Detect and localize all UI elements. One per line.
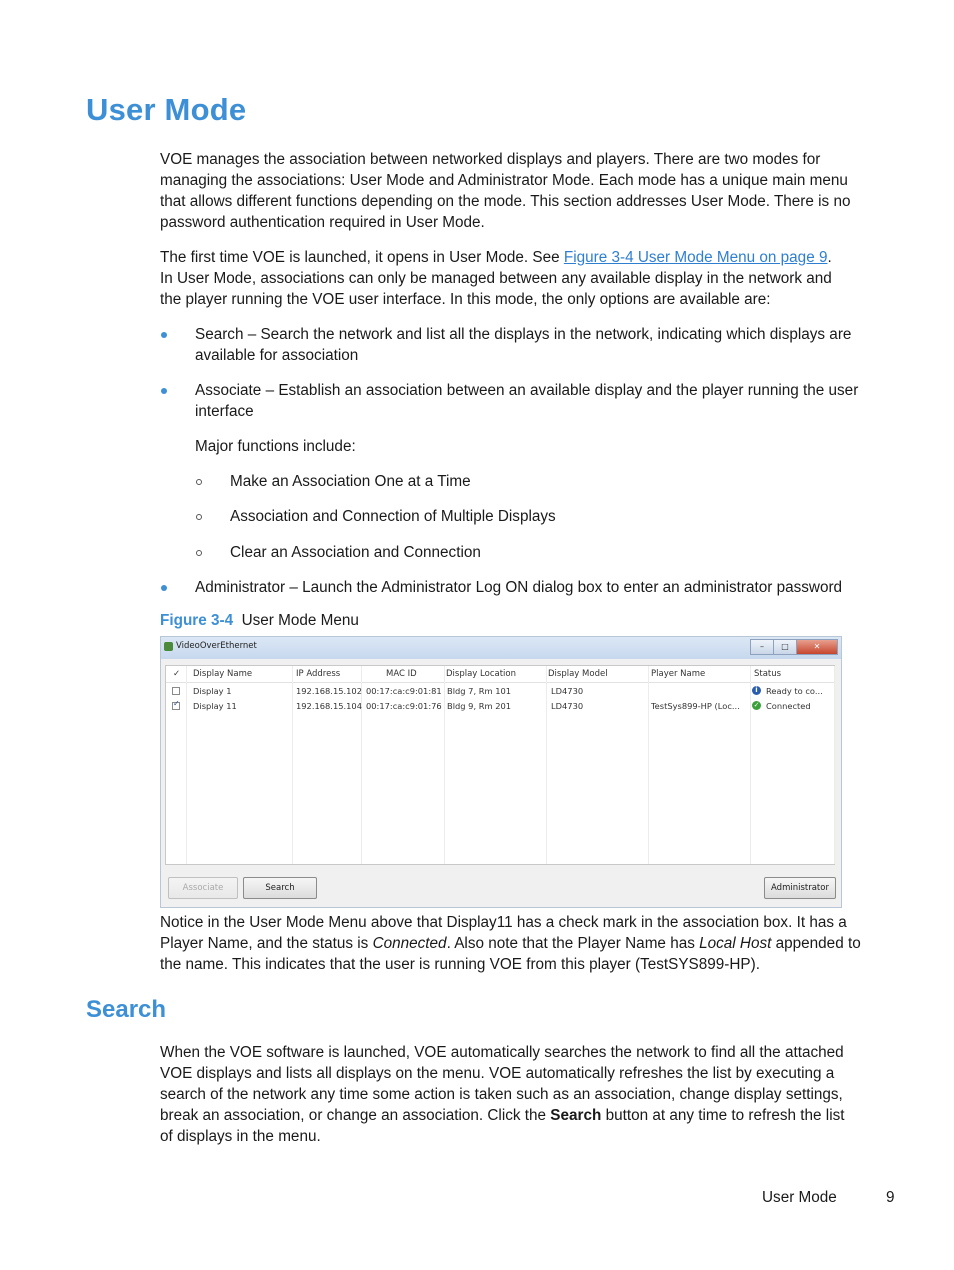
text-span: . [827, 249, 832, 266]
first-time-paragraph [160, 247, 882, 310]
notice-paragraph [160, 912, 882, 975]
cell-mac: 00:17:ca:c9:01:76 [366, 701, 442, 711]
cell-mac: 00:17:ca:c9:01:81 [366, 686, 442, 696]
text-span: Major functions include: [195, 438, 356, 455]
text-line: VOE displays and lists all displays on the menu. VOE automatically refreshes the list by executing a [160, 1065, 835, 1082]
minimize-icon[interactable]: – [750, 639, 774, 655]
column-divider [186, 666, 187, 864]
text-line [160, 247, 882, 268]
column-divider [750, 666, 751, 864]
displays-table [165, 665, 835, 865]
page-number: 9 [886, 1189, 895, 1206]
column-header-mac[interactable]: MAC ID [386, 669, 417, 679]
administrator-button[interactable]: Administrator [764, 877, 836, 899]
cell-model: LD4730 [551, 686, 584, 696]
sub-bullet-circle [196, 550, 202, 556]
search-paragraph [160, 1042, 882, 1147]
bullet-dot [161, 585, 167, 591]
emphasis-text: Connected [372, 935, 447, 952]
info-icon: i [752, 686, 761, 695]
row-checkbox[interactable] [172, 687, 180, 695]
column-header-player[interactable]: Player Name [651, 669, 706, 679]
text-line: the player running the VOE user interface. In this mode, the only options are available are: [160, 291, 771, 308]
maximize-icon[interactable]: □ [773, 639, 797, 655]
sub-bullet-circle [196, 514, 202, 520]
text-line: available for association [195, 347, 359, 364]
text-line: Administrator – Launch the Administrator Log ON dialog box to enter an administrator password [195, 579, 843, 596]
column-divider [546, 666, 547, 864]
associate-button[interactable]: Associate [168, 877, 238, 899]
sub-item-text: Make an Association One at a Time [230, 473, 471, 490]
text-line: the name. This indicates that the user is running VOE from this player (TestSYS899-HP). [160, 956, 760, 973]
section-heading-search: Search [86, 996, 167, 1023]
text-line: Notice in the User Mode Menu above that Display11 has a check mark in the association box. It has a [160, 914, 847, 931]
column-header-model[interactable]: Display Model [548, 669, 608, 679]
cell-status: Ready to co... [766, 686, 823, 696]
text-line: managing the associations: User Mode and Administrator Mode. Each mode has a unique main menu [160, 172, 848, 189]
cell-location: Bldg 7, Rm 101 [447, 686, 512, 696]
text-span: The first time VOE is launched, it opens in User Mode. See [160, 249, 564, 266]
text-span: appended to [771, 935, 861, 952]
bold-keyword: Search [550, 1107, 602, 1124]
cell-location: Bldg 9, Rm 201 [447, 701, 512, 711]
bullet-dot [161, 388, 167, 394]
emphasis-text: Local Host [699, 935, 772, 952]
text-line: When the VOE software is launched, VOE automatically searches the network to find all the attached [160, 1044, 844, 1061]
page-title: User Mode [86, 92, 247, 127]
footer-section-name: User Mode [762, 1189, 837, 1206]
text-line [160, 933, 882, 954]
window-controls [751, 639, 838, 654]
check-icon: ✓ [753, 701, 760, 709]
voe-window [160, 636, 842, 908]
text-line: search of the network any time some action is taken such as an association, change display settings, [160, 1086, 843, 1103]
cell-player: TestSys899-HP (Loc... [651, 701, 740, 711]
text-line: VOE manages the association between networked displays and players. There are two modes for [160, 151, 821, 168]
column-divider [444, 666, 445, 864]
major-functions-label [195, 436, 356, 457]
figure-link[interactable]: Figure 3-4 User Mode Menu on page 9 [563, 249, 828, 266]
sub-item-text: Clear an Association and Connection [230, 544, 481, 561]
text-line: of displays in the menu. [160, 1128, 321, 1145]
cell-model: LD4730 [551, 701, 584, 711]
sub-bullet-circle [196, 479, 202, 485]
text-span: Player Name, and the status is [160, 935, 373, 952]
figure-caption [160, 612, 359, 630]
column-header-location[interactable]: Display Location [446, 669, 516, 679]
column-header-display-name[interactable]: Display Name [193, 669, 253, 679]
text-line: password authentication required in User Mode. [160, 214, 485, 231]
cell-display-name: Display 1 [193, 686, 232, 696]
column-header-ip[interactable]: IP Address [296, 669, 341, 679]
search-button[interactable]: Search [243, 877, 317, 899]
intro-paragraph [160, 149, 882, 233]
bullet-dot [161, 332, 167, 338]
close-icon[interactable]: ✕ [796, 639, 838, 655]
text-span: break an association, or change an association. Click the [160, 1107, 551, 1124]
cell-ip: 192.168.15.102 [296, 686, 362, 696]
text-span: . Also note that the Player Name has [446, 935, 700, 952]
column-divider [834, 666, 835, 864]
sub-item-text: Association and Connection of Multiple Displays [230, 508, 556, 525]
window-titlebar [161, 637, 841, 659]
text-line: interface [195, 403, 254, 420]
cell-display-name: Display 11 [193, 701, 237, 711]
app-icon [164, 642, 173, 651]
row-checkbox[interactable] [172, 702, 180, 710]
text-line [160, 1105, 882, 1126]
figure-caption-text: User Mode Menu [241, 612, 359, 629]
text-line: Associate – Establish an association between an available display and the player running the user [195, 382, 859, 399]
text-line: In User Mode, associations can only be managed between any available display in the network and [160, 270, 832, 287]
figure-label: Figure 3-4 [160, 612, 234, 629]
column-divider [292, 666, 293, 864]
column-header-status[interactable]: Status [754, 669, 782, 679]
column-divider [648, 666, 649, 864]
cell-ip: 192.168.15.104 [296, 701, 362, 711]
text-span: button at any time to refresh the list [601, 1107, 845, 1124]
column-header-check[interactable]: ✓ [173, 669, 181, 679]
window-title: VideoOverEthernet [176, 641, 257, 651]
cell-status: Connected [766, 701, 811, 711]
text-line: Search – Search the network and list all the displays in the network, indicating which displays are [195, 326, 852, 343]
text-line: that allows different functions depending on the mode. This section addresses User Mode. There is no [160, 193, 851, 210]
